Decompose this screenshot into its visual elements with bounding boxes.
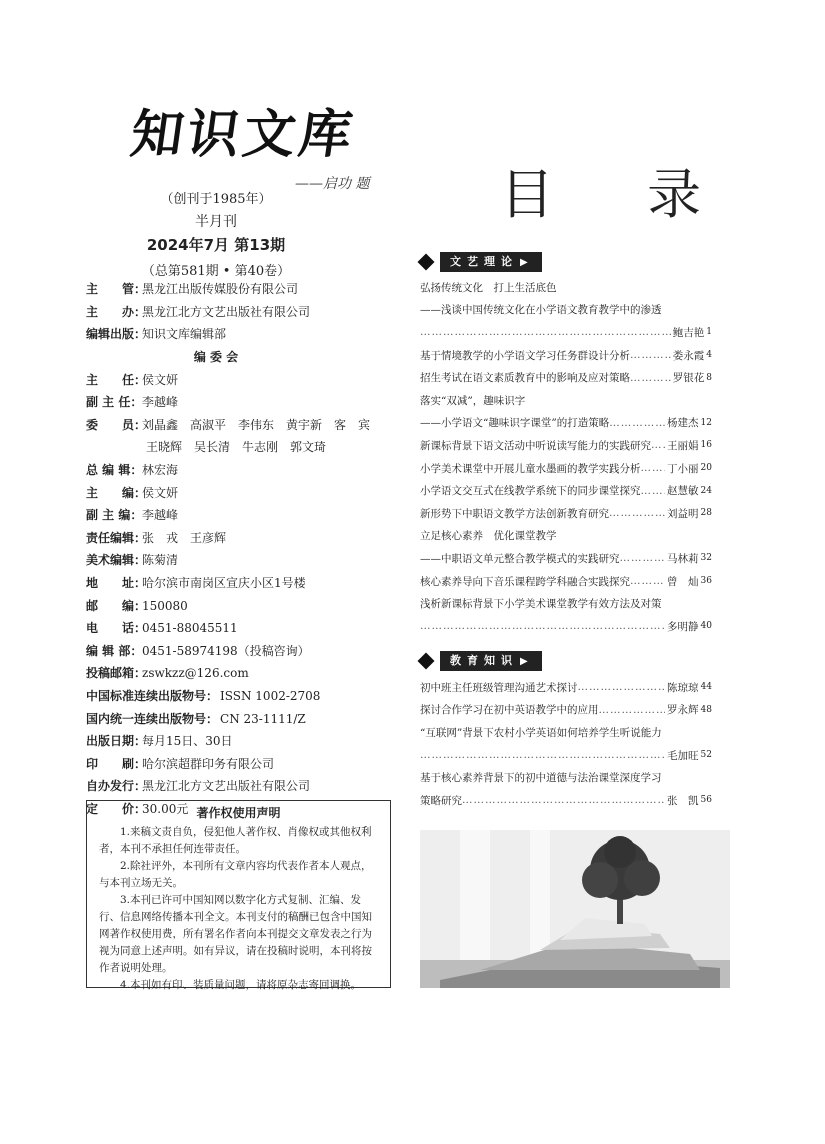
toc-page-number: 4: [706, 350, 712, 361]
info-row: [86, 391, 386, 414]
info-label: 责任编辑：: [86, 530, 147, 545]
copyright-paragraph: 3.本刊已许可中国知网以数字化方式复制、汇编、发行、信息网络传播本刊全文。本刊支付的稿酬已包含中国知网著作权使用费，所有署名作者向本刊提交文章发表之行为视为同意上述声明。如有异议，请在投稿时说明，本刊将按作者说明处理。: [99, 894, 372, 974]
toc-leader-dots: [578, 681, 666, 693]
toc-heading-line[interactable]: [420, 299, 712, 322]
toc-author: 曾 灿: [667, 575, 699, 588]
toc-leader-dots: [420, 620, 665, 632]
toc-author: 罗银花: [672, 372, 705, 385]
info-row: [86, 414, 386, 437]
toc-author: 鲍吉艳: [672, 326, 705, 339]
toc-page-number: 48: [700, 704, 712, 715]
info-value: 黑龙江北方文艺出版社有限公司: [142, 304, 311, 319]
toc-author: 马林莉: [667, 552, 699, 565]
info-value: 150080: [142, 598, 188, 613]
toc-title-text: ——中职语文单元整合教学模式的实践研究: [420, 552, 620, 565]
info-label: 邮 编：: [86, 598, 147, 613]
toc-title-text: 新形势下中职语文教学方法创新教育研究: [420, 507, 609, 520]
toc-heading-line[interactable]: [420, 766, 712, 789]
toc-entry[interactable]: [420, 502, 712, 525]
info-value: CN 23-1111/Z: [220, 711, 306, 726]
info-value: 侯文妍: [142, 372, 179, 387]
toc-title-text: ——小学语文“趣味识字课堂”的打造策略: [420, 417, 610, 430]
section-header-1: [420, 252, 542, 272]
info-value: 林宏海: [142, 463, 179, 478]
info-row: [86, 436, 386, 459]
volume-number: （总第581期 • 第40卷）: [141, 264, 291, 279]
toc-page-number: 8: [706, 372, 712, 383]
info-value: 0451-58974198（投稿咨询）: [142, 643, 310, 658]
toc-title-text: 浅析新课标背景下小学美术课堂教学有效方法及对策: [420, 598, 662, 611]
info-row: [86, 707, 386, 730]
info-value: 每月15日、30日: [142, 734, 233, 749]
toc-heading-line[interactable]: [420, 389, 712, 412]
toc-author: 赵慧敏: [667, 485, 699, 498]
toc-entry[interactable]: [420, 479, 712, 502]
info-value: 李越峰: [142, 395, 179, 410]
toc-entry[interactable]: [420, 344, 712, 367]
toc-section-1: [420, 276, 712, 638]
info-value: 刘晶鑫 高淑平 李伟东 黄宇新 客 宾: [142, 417, 371, 432]
copyright-title: 著作权使用声明: [196, 806, 281, 820]
toc-entry[interactable]: [420, 676, 712, 699]
toc-title-text: 探讨合作学习在初中英语教学中的应用: [420, 704, 599, 717]
info-row: [86, 594, 386, 617]
toc-leader-dots: [462, 794, 665, 806]
info-label: 印 刷：: [86, 756, 147, 771]
info-row: [86, 662, 386, 685]
diamond-icon: [418, 653, 435, 670]
toc-title-text: 立足核心素养 优化课堂教学: [420, 530, 557, 543]
toc-entry[interactable]: [420, 366, 712, 389]
toc-page-number: 56: [700, 795, 712, 806]
toc-author: 多明静: [667, 620, 699, 633]
toc-title-text: 新课标背景下语文活动中听说读写能力的实践研究: [420, 439, 651, 452]
toc-leader-dots: [641, 485, 666, 497]
books-tree-photo: [420, 830, 730, 988]
toc-leader-dots: [620, 552, 666, 564]
toc-title-text: 策略研究: [420, 794, 462, 807]
info-row: [86, 685, 386, 708]
toc-title-text: 核心素养导向下音乐课程跨学科融合实践探究: [420, 575, 630, 588]
toc-author: 娄永霞: [672, 349, 705, 362]
toc-leader-dots: [641, 462, 666, 474]
toc-entry[interactable]: [420, 699, 712, 722]
info-label: 自办发行：: [86, 779, 147, 794]
info-row: [86, 549, 386, 572]
info-value: 陈菊清: [142, 553, 179, 568]
info-row: [86, 752, 386, 775]
toc-title-text: ——浅谈中国传统文化在小学语文教育教学中的渗透: [420, 304, 662, 317]
toc-heading-line[interactable]: [420, 721, 712, 744]
founded-note: （创刊于1985年）: [160, 192, 272, 207]
toc-entry[interactable]: [420, 457, 712, 480]
info-label: 中国标准连续出版物号：: [86, 688, 219, 703]
toc-title-text: 弘扬传统文化 打上生活底色: [420, 281, 557, 294]
info-label: 主 管：: [86, 282, 147, 297]
toc-entry[interactable]: [420, 789, 712, 812]
toc-page-number: 40: [700, 621, 712, 632]
toc-title-text: “互联网”背景下农村小学英语如何培养学生听说能力: [420, 726, 662, 739]
toc-leader-dots: [630, 372, 671, 384]
section-header-2: [420, 651, 542, 671]
info-row: [86, 459, 386, 482]
info-value: 黑龙江出版传媒股份有限公司: [142, 282, 299, 297]
info-value: 0451-88045511: [142, 621, 238, 636]
info-row: [86, 640, 386, 663]
toc-page-number: 32: [700, 553, 712, 564]
magazine-logo: 知识文库: [127, 104, 360, 165]
toc-entry[interactable]: [420, 434, 712, 457]
diamond-icon: [418, 254, 435, 271]
toc-author: 陈琼琼: [667, 681, 699, 694]
info-label: 编辑出版：: [86, 327, 147, 342]
info-value: 哈尔滨超群印务有限公司: [142, 756, 275, 771]
info-label: 编 辑 部：: [86, 643, 143, 658]
toc-title-text: 小学语文交互式在线教学系统下的同步课堂探究: [420, 485, 641, 498]
info-row: [86, 730, 386, 753]
toc-leader-dots: [609, 507, 665, 519]
toc-entry[interactable]: [420, 321, 712, 344]
info-value: zswkzz@126.com: [142, 666, 249, 681]
info-row: [86, 572, 386, 595]
toc-author: 毛加旺: [667, 749, 699, 762]
toc-entry[interactable]: [420, 412, 712, 435]
toc-leader-dots: [651, 439, 665, 451]
info-label: 主 编：: [86, 485, 147, 500]
info-value: 30.00元: [142, 801, 189, 816]
info-value: 哈尔滨市南岗区宣庆小区1号楼: [142, 576, 306, 591]
toc-leader-dots: [630, 575, 665, 587]
info-label: 主 任：: [86, 372, 147, 387]
info-value: 李越峰: [142, 508, 179, 523]
toc-page-number: 24: [700, 485, 712, 496]
info-value: 侯文妍: [142, 485, 179, 500]
toc-title-text: 初中班主任班级管理沟通艺术探讨: [420, 681, 578, 694]
info-label: 电 话：: [86, 621, 147, 636]
toc-page-number: 16: [700, 440, 712, 451]
info-label: 委 员：: [86, 417, 147, 432]
toc-author: 刘益明: [667, 507, 699, 520]
info-row: [86, 617, 386, 640]
toc-page-number: 36: [700, 576, 712, 587]
info-label: 美术编辑：: [86, 553, 147, 568]
info-value: 编 委 会: [193, 350, 239, 365]
info-row: [86, 301, 386, 324]
toc-leader-dots: [630, 349, 671, 361]
toc-title-text: 小学美术课堂中开展儿童水墨画的教学实践分析: [420, 462, 641, 475]
section-label: 文艺理论 ▶: [440, 252, 542, 272]
info-label: 定 价：: [86, 801, 147, 816]
info-label: 国内统一连续出版物号：: [86, 711, 219, 726]
toc-entry[interactable]: [420, 615, 712, 638]
info-row: [86, 368, 386, 391]
toc-section-2: [420, 676, 712, 812]
toc-page-number: 44: [700, 682, 712, 693]
copyright-notice: [86, 800, 391, 991]
toc-author: 王丽娟: [667, 439, 699, 452]
toc-heading-line[interactable]: [420, 525, 712, 548]
copyright-paragraph: 4.本刊如有印、装质量问题，请将原杂志寄回调换。: [120, 979, 362, 991]
info-label: 投稿邮箱：: [86, 666, 147, 681]
info-label: 副 主 编：: [86, 508, 143, 523]
toc-entry[interactable]: [420, 744, 712, 767]
toc-title-text: 基于核心素养背景下的初中道德与法治课堂深度学习: [420, 772, 662, 785]
section-label: 教育知识 ▶: [440, 651, 542, 671]
toc-leader-dots: [609, 417, 665, 429]
info-value: 张 戎 王彦辉: [142, 530, 227, 545]
info-label: 地 址：: [86, 576, 147, 591]
info-row: [86, 775, 386, 798]
info-value: 知识文库编辑部: [142, 327, 227, 342]
toc-author: 张 凯: [667, 794, 699, 807]
toc-heading-line[interactable]: [420, 276, 712, 299]
info-row: [86, 527, 386, 550]
tree-on-books-image: [420, 830, 730, 988]
copyright-paragraph: 2.除社评外，本刊所有文章内容均代表作者本人观点，与本刊立场无关。: [99, 860, 372, 889]
info-row: [86, 481, 386, 504]
publication-info: [86, 278, 386, 820]
toc-author: 罗永辉: [667, 704, 699, 717]
toc-title-text: 招生考试在语文素质教育中的影响及应对策略: [420, 372, 630, 385]
toc-leader-dots: [599, 704, 666, 716]
info-label: 主 办：: [86, 304, 147, 319]
issue-number: 2024年7月 第13期: [146, 236, 286, 254]
logo-signature: ——启功 题: [295, 176, 370, 192]
info-label: 总 编 辑：: [86, 463, 143, 478]
info-value: 黑龙江北方文艺出版社有限公司: [142, 779, 311, 794]
info-row: [86, 504, 386, 527]
info-row: [86, 278, 386, 301]
info-value: 王晓辉 吴长清 牛志刚 郭文琦: [146, 440, 327, 455]
info-label: 出版日期：: [86, 734, 147, 749]
toc-leader-dots: [420, 326, 671, 338]
info-row: [86, 346, 346, 369]
toc-title: 目 录: [500, 163, 740, 226]
toc-entry[interactable]: [420, 547, 712, 570]
toc-author: 杨建杰: [667, 417, 699, 430]
toc-page-number: 52: [700, 750, 712, 761]
toc-page-number: 12: [700, 417, 712, 428]
toc-title-text: 基于情境教学的小学语文学习任务群设计分析: [420, 349, 630, 362]
info-label: 副 主 任：: [86, 395, 143, 410]
toc-page-number: 20: [700, 463, 712, 474]
frequency: 半月刊: [195, 214, 237, 230]
toc-heading-line[interactable]: [420, 592, 712, 615]
toc-page-number: 1: [706, 327, 712, 338]
info-value: ISSN 1002-2708: [220, 688, 321, 703]
info-row: [86, 323, 386, 346]
toc-entry[interactable]: [420, 570, 712, 593]
toc-page-number: 28: [700, 508, 712, 519]
toc-title-text: 落实“双减”，趣味识字: [420, 394, 526, 407]
toc-leader-dots: [420, 749, 665, 761]
toc-author: 丁小丽: [667, 462, 699, 475]
copyright-paragraph: 1.来稿文责自负，侵犯他人著作权、肖像权或其他权利者，本刊不承担任何连带责任。: [99, 826, 372, 855]
